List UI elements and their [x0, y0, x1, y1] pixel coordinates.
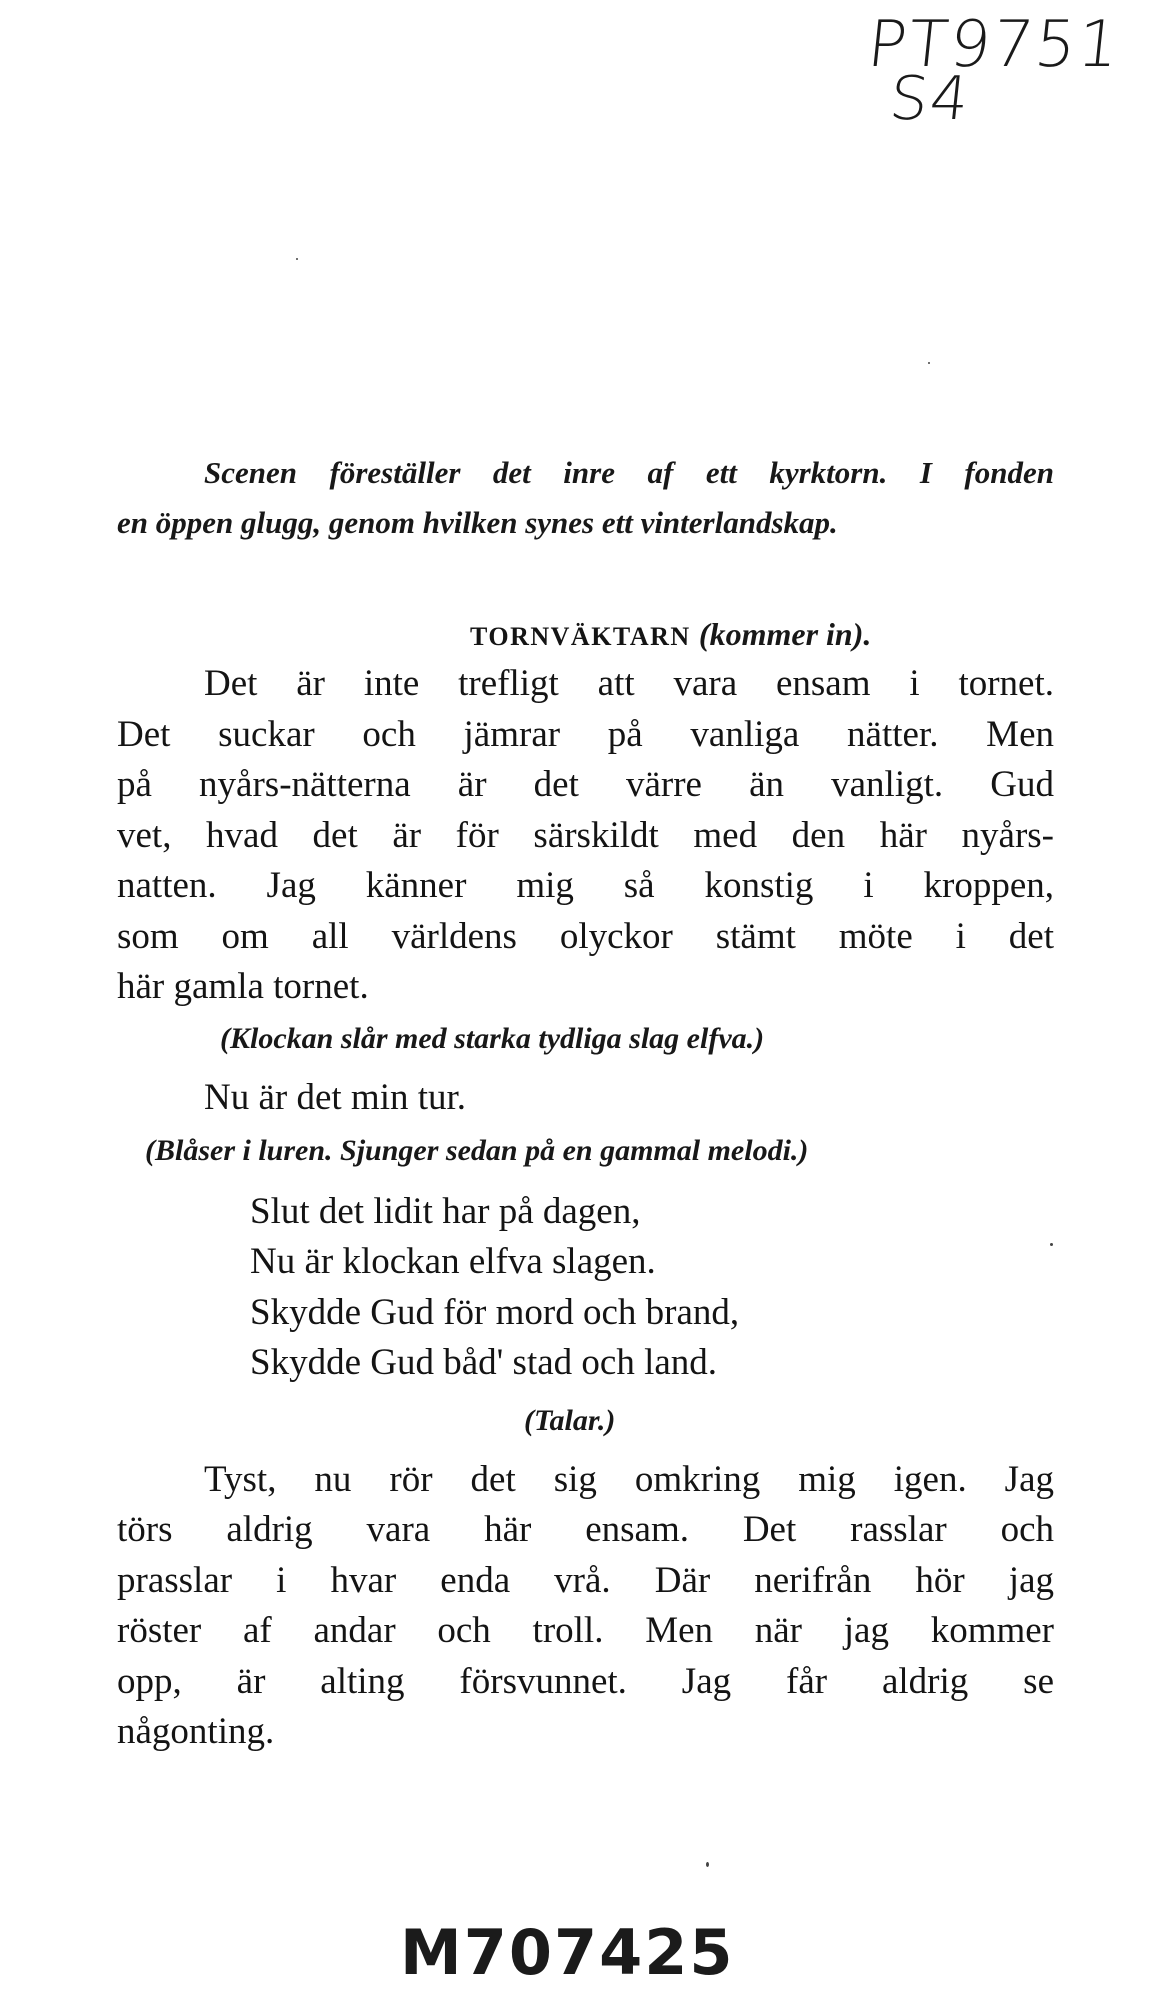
speech-line: någonting.: [117, 1711, 275, 1752]
stage-direction: (Talar.): [524, 1404, 616, 1437]
speech-line: på nyårs-nätterna är det värre än vanligt. Gud: [117, 764, 1054, 805]
song-line: Slut det lidit har på dagen,: [250, 1191, 641, 1232]
scan-speck: [706, 1862, 709, 1867]
speaker-direction: (kommer in).: [698, 616, 872, 652]
speaker-heading: [470, 616, 871, 654]
scan-speck: [1050, 1243, 1053, 1246]
speech-line: Nu är det min tur.: [204, 1077, 467, 1118]
library-stamp: M707425: [400, 1916, 735, 1989]
speech-line: här gamla tornet.: [117, 966, 369, 1007]
stage-direction: (Klockan slår med starka tydliga slag elfva.): [220, 1022, 765, 1055]
song-line: Skydde Gud båd' stad och land.: [250, 1342, 718, 1383]
speech-line: natten. Jag känner mig så konstig i kroppen,: [117, 865, 1054, 906]
scan-speck: [296, 258, 298, 260]
song-line: Skydde Gud för mord och brand,: [250, 1292, 740, 1333]
speech-line: Det är inte trefligt att vara ensam i tornet.: [204, 663, 1054, 704]
speaker-name: TORNVÄKTARN: [470, 622, 691, 651]
speech-line: törs aldrig vara här ensam. Det rasslar och: [117, 1509, 1054, 1550]
scene-description-line: Scenen föreställer det inre af ett kyrktorn. I fonden: [204, 455, 1054, 490]
scan-speck: [928, 362, 930, 364]
speech-line: som om all världens olyckor stämt möte i det: [117, 916, 1054, 957]
speech-line: vet, hvad det är för särskildt med den här nyårs-: [117, 815, 1054, 856]
call-number-line2: S4: [886, 64, 974, 134]
speech-line: Tyst, nu rör det sig omkring mig igen. Jag: [204, 1459, 1054, 1500]
stage-direction: (Blåser i luren. Sjunger sedan på en gammal melodi.): [145, 1134, 809, 1167]
song-line: Nu är klockan elfva slagen.: [250, 1241, 656, 1282]
speech-line: prasslar i hvar enda vrå. Där nerifrån hör jag: [117, 1560, 1054, 1601]
speech-line: röster af andar och troll. Men när jag kommer: [117, 1610, 1054, 1651]
speech-line: Det suckar och jämrar på vanliga nätter. Men: [117, 714, 1054, 755]
call-number-line1: PT9751: [864, 8, 1125, 82]
speech-line: opp, är alting försvunnet. Jag får aldrig se: [117, 1661, 1054, 1702]
scene-description-line: en öppen glugg, genom hvilken synes ett vinterlandskap.: [117, 505, 838, 540]
